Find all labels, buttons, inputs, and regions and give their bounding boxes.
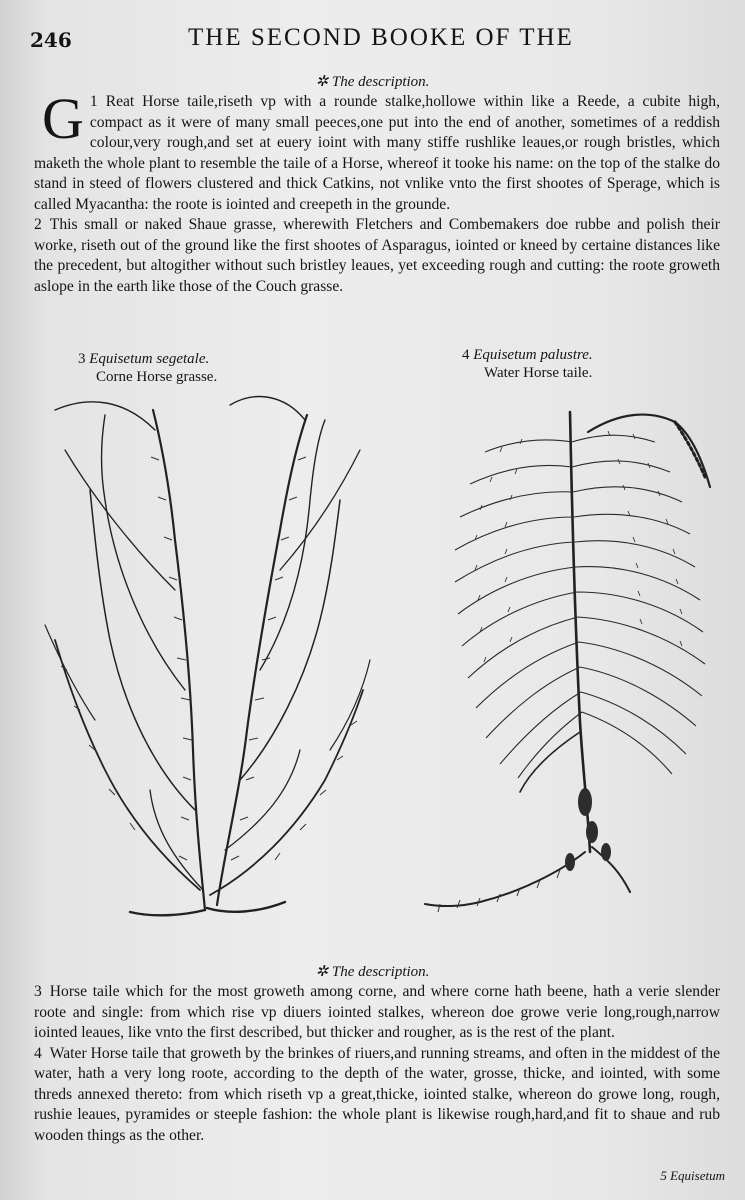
figure-latin-name: Equisetum segetale. (89, 351, 210, 367)
description-heading-2: ✲ The description. (315, 964, 430, 980)
figure-number: 3 (78, 351, 86, 367)
running-head: THE SECOND BOOKE OF THE (188, 24, 574, 51)
paragraph-2 (34, 215, 720, 297)
figure-english-name: Water Horse taile. (484, 365, 593, 381)
paragraph-number: 1 (89, 93, 98, 110)
figure-latin-name: Equisetum palustre. (473, 347, 593, 363)
catchword: 5 Equisetum (660, 1168, 725, 1183)
paragraph-text: Horse taile which for the most groweth among corne, and where corne hath beene, hath a verie slender roote and single: from which rise vp diuers iointed stalkes, whereon doe growe verie long,rough,narrow iointed leaues, like vnto the first described, but thicker and rougher, as is the rest of the plant. (34, 983, 720, 1041)
corne-horse-grasse-illustration (35, 390, 375, 925)
description-block-2 (34, 982, 720, 1146)
figure-caption-3 (78, 350, 217, 386)
page-header (30, 22, 730, 56)
paragraph-number: 2 (34, 216, 42, 233)
paragraph-1 (34, 86, 720, 215)
description-block-1 (34, 86, 720, 297)
paragraph-number: 3 (34, 983, 42, 1000)
paragraph-text: Reat Horse taile,riseth vp with a rounde stalke,hollowe within like a Reede, a cubite high, compact as it were of many small peeces,one put into the end of another, sometimes of a reddish colour,very rough,and set at euery ioint with many stiffe rushlike leaues,or rough bristles, which maketh the whole plant to resemble the taile of a Horse, whereof it tooke his name: on the top of the stalke do stand in steed of flowers clustered and thick Catkins, not vnlike vnto the first shootes of Sperage, which is called Myacantha: the roote is iointed and creepeth in the grounde. (34, 93, 720, 213)
drop-cap: G (42, 86, 84, 151)
description-heading-1: ✲ The description. (315, 74, 430, 90)
paragraph-text: This small or naked Shaue grasse, wherewith Fletchers and Combemakers doe rubbe and polish their worke, riseth out of the ground like the first shootes of Asparagus, iointed or kneed by certaine distances like the precedent, but altogither without such bristley leaues, yet exceeding rough and cutting: the roote groweth aslope in the earth like those of the Couch grasse. (34, 216, 720, 295)
paragraph-3 (34, 982, 720, 1044)
paragraph-number: 4 (34, 1044, 42, 1062)
page-number: 246 (30, 28, 72, 52)
paragraph-4 (34, 1044, 720, 1147)
water-horse-taile-illustration (420, 392, 720, 922)
figure-caption-4 (462, 346, 593, 382)
paragraph-text: Water Horse taile that groweth by the brinkes of riuers,and running streams, and often in the middest of the water, hath a very long roote, according to the depth of the water, grosse, thicke, and iointed, with some threds annexed thereto: from which riseth vp a great,thicke, iointed stalke, whereon do growe long, rough, rushie leaues, pyramides or steeple fashion: the whole plant is likewise rough,hard,and fit to shaue and rub wooden things as the other. (34, 1044, 720, 1144)
figure-number: 4 (462, 347, 470, 363)
figure-english-name: Corne Horse grasse. (96, 369, 218, 385)
